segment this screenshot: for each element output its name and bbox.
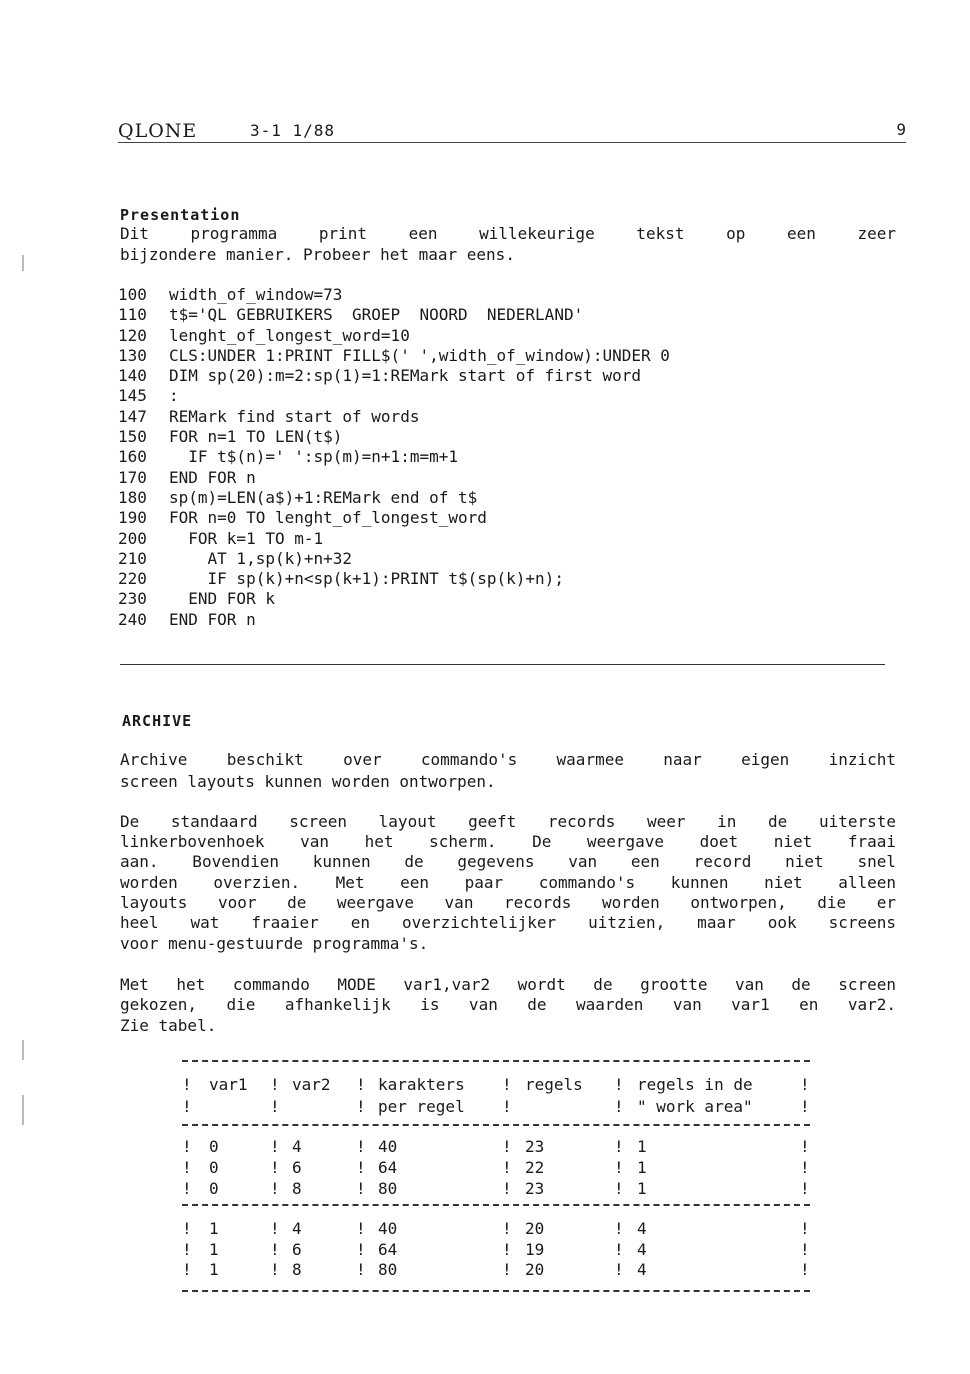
archive-p1-line: Archive beschikt over commando's waarmee naar eigen inzicht: [120, 750, 896, 769]
table-sep: !: [800, 1137, 810, 1156]
line-number: 240: [118, 609, 147, 629]
table-cell-var2: 6: [292, 1240, 302, 1259]
code-text: END FOR n: [169, 467, 256, 487]
table-cell-regels: 19: [525, 1240, 545, 1259]
table-sep: !: [182, 1097, 192, 1116]
table-cell-regels: 20: [525, 1219, 545, 1238]
table-sep: !: [356, 1097, 366, 1116]
table-sep: !: [502, 1260, 512, 1279]
line-number: 100: [118, 285, 147, 304]
code-line: [118, 508, 670, 528]
archive-p3-line: gekozen, die afhankelijk is van de waarden van var1 en var2.: [120, 995, 896, 1014]
archive-p2-line: worden overzien. Met een paar commando's kunnen niet alleen: [120, 873, 896, 892]
archive-p2-line: heel wat fraaier en overzichtelijker uitzien, maar ook screens: [120, 913, 896, 932]
code-text: REMark find start of words: [169, 406, 420, 426]
table-sep: !: [502, 1219, 512, 1238]
code-text: END FOR n: [169, 609, 256, 629]
header-chars-line-1: karakters: [378, 1075, 465, 1094]
table-cell-var1: 0: [209, 1137, 219, 1156]
presentation-intro-line-2: bijzondere manier. Probeer het maar eens.: [120, 245, 515, 264]
line-number: 147: [118, 406, 147, 426]
code-line: [118, 569, 670, 589]
code-text: CLS:UNDER 1:PRINT FILL$(' ',width_of_window):UNDER 0: [169, 345, 670, 365]
archive-p3-line: Met het commando MODE var1,var2 wordt de grootte van de screen: [120, 975, 896, 994]
line-number: 170: [118, 467, 147, 487]
code-line: [118, 386, 670, 406]
table-sep: !: [356, 1158, 366, 1177]
line-number: 160: [118, 447, 147, 467]
line-number: 220: [118, 569, 147, 589]
code-text: width_of_window=73: [169, 285, 343, 304]
table-cell-regels: 23: [525, 1137, 545, 1156]
table-cell-chars: 64: [378, 1158, 398, 1177]
code-text: END FOR k: [169, 589, 275, 609]
table-sep: !: [270, 1097, 280, 1116]
table-sep: !: [502, 1158, 512, 1177]
table-cell-chars: 64: [378, 1240, 398, 1259]
table-cell-var1: 1: [209, 1260, 219, 1279]
table-cell-var1: 1: [209, 1219, 219, 1238]
table-sep: !: [614, 1260, 624, 1279]
archive-p1-line: screen layouts kunnen worden ontworpen.: [120, 772, 496, 791]
header-rows: regels: [525, 1075, 583, 1094]
presentation-title: Presentation: [120, 206, 241, 224]
table-sep: !: [270, 1260, 280, 1279]
line-number: 230: [118, 589, 147, 609]
table-sep: !: [614, 1097, 624, 1116]
table-sep: !: [182, 1137, 192, 1156]
table-sep: !: [356, 1219, 366, 1238]
line-number: 190: [118, 508, 147, 528]
table-sep: !: [502, 1179, 512, 1198]
line-number: 130: [118, 345, 147, 365]
table-sep: !: [614, 1137, 624, 1156]
magazine-title: QLONE: [118, 120, 198, 142]
scan-mark: [22, 1095, 24, 1125]
table-cell-chars: 80: [378, 1179, 398, 1198]
table-sep: !: [800, 1179, 810, 1198]
line-number: 180: [118, 487, 147, 507]
line-number: 145: [118, 386, 147, 406]
table-sep: !: [800, 1219, 810, 1238]
page-number: 9: [896, 120, 906, 139]
table-sep: !: [614, 1179, 624, 1198]
table-cell-var1: 1: [209, 1240, 219, 1259]
archive-p2-line: linkerbovenhoek van het scherm. De weergave doet niet fraai: [120, 832, 896, 851]
archive-p3-line: Zie tabel.: [120, 1016, 217, 1035]
table-cell-work: 1: [637, 1137, 647, 1156]
table-cell-var2: 8: [292, 1260, 302, 1279]
code-line: [118, 427, 670, 447]
table-cell-regels: 22: [525, 1158, 545, 1177]
line-number: 150: [118, 427, 147, 447]
header-chars-line-2: per regel: [378, 1097, 465, 1116]
table-border-header: [182, 1124, 810, 1126]
table-border-group: [182, 1204, 810, 1206]
table-cell-work: 4: [637, 1240, 647, 1259]
table-sep: !: [800, 1097, 810, 1116]
code-text: t$='QL GEBRUIKERS GROEP NOORD NEDERLAND': [169, 305, 584, 325]
table-cell-chars: 40: [378, 1219, 398, 1238]
table-cell-var2: 8: [292, 1179, 302, 1198]
table-sep: !: [182, 1158, 192, 1177]
table-cell-regels: 20: [525, 1260, 545, 1279]
table-cell-work: 4: [637, 1219, 647, 1238]
table-sep: !: [614, 1240, 624, 1259]
scan-mark: [22, 255, 24, 271]
table-sep: !: [270, 1219, 280, 1238]
header-var1: var1: [209, 1075, 248, 1094]
table-sep: !: [502, 1097, 512, 1116]
table-sep: !: [800, 1240, 810, 1259]
header-work-line-2: " work area": [637, 1097, 753, 1116]
archive-p2-line: layouts voor de weergave van records worden ontworpen, die er: [120, 893, 896, 912]
table-cell-var2: 4: [292, 1219, 302, 1238]
table-sep: !: [356, 1137, 366, 1156]
line-number: 200: [118, 528, 147, 548]
table-sep: !: [356, 1260, 366, 1279]
line-number: 210: [118, 548, 147, 568]
archive-title: ARCHIVE: [122, 712, 193, 730]
table-sep: !: [182, 1240, 192, 1259]
table-sep: !: [800, 1075, 810, 1094]
code-line: [118, 366, 670, 386]
table-cell-regels: 23: [525, 1179, 545, 1198]
table-sep: !: [502, 1240, 512, 1259]
table-sep: !: [614, 1075, 624, 1094]
table-sep: !: [614, 1158, 624, 1177]
table-cell-chars: 40: [378, 1137, 398, 1156]
code-line: [118, 589, 670, 609]
table-sep: !: [270, 1158, 280, 1177]
code-line: [118, 346, 670, 366]
table-sep: !: [182, 1179, 192, 1198]
table-cell-work: 1: [637, 1179, 647, 1198]
code-line: [118, 285, 670, 305]
archive-p2-line: De standaard screen layout geeft records weer in de uiterste: [120, 812, 896, 831]
scan-mark: [22, 1040, 24, 1060]
line-number: 110: [118, 305, 147, 325]
code-text: DIM sp(20):m=2:sp(1)=1:REMark start of first word: [169, 366, 642, 386]
archive-p2-line: voor menu-gestuurde programma's.: [120, 934, 429, 953]
table-sep: !: [356, 1240, 366, 1259]
code-text: AT 1,sp(k)+n+32: [169, 548, 353, 568]
code-line: [118, 326, 670, 346]
code-text: :: [169, 386, 179, 406]
table-sep: !: [614, 1219, 624, 1238]
code-text: lenght_of_longest_word=10: [169, 325, 410, 345]
table-sep: !: [800, 1158, 810, 1177]
code-line: [118, 407, 670, 427]
code-line: [118, 549, 670, 569]
code-text: IF t$(n)=' ':sp(m)=n+1:m=m+1: [169, 447, 458, 467]
code-text: sp(m)=LEN(a$)+1:REMark end of t$: [169, 487, 478, 507]
code-text: FOR n=1 TO LEN(t$): [169, 427, 343, 447]
header-var2: var2: [292, 1075, 331, 1094]
table-sep: !: [502, 1075, 512, 1094]
table-sep: !: [270, 1137, 280, 1156]
code-line: [118, 305, 670, 325]
table-sep: !: [270, 1240, 280, 1259]
table-sep: !: [800, 1260, 810, 1279]
table-sep: !: [356, 1075, 366, 1094]
table-cell-work: 1: [637, 1158, 647, 1177]
table-sep: !: [502, 1137, 512, 1156]
presentation-intro-line-1: Dit programma print een willekeurige tekst op een zeer: [120, 224, 896, 243]
table-border-top: [182, 1060, 810, 1062]
code-text: FOR n=0 TO lenght_of_longest_word: [169, 508, 487, 528]
archive-p2-line: aan. Bovendien kunnen de gegevens van een record niet snel: [120, 852, 896, 871]
table-cell-var1: 0: [209, 1158, 219, 1177]
table-sep: !: [356, 1179, 366, 1198]
code-line: [118, 529, 670, 549]
code-line: [118, 447, 670, 467]
table-cell-var2: 4: [292, 1137, 302, 1156]
table-cell-var1: 0: [209, 1179, 219, 1198]
table-cell-var2: 6: [292, 1158, 302, 1177]
code-line: [118, 468, 670, 488]
header-work-line-1: regels in de: [637, 1075, 753, 1094]
table-cell-work: 4: [637, 1260, 647, 1279]
section-divider: [120, 664, 885, 665]
page-header: [118, 120, 906, 143]
table-border-bottom: [182, 1290, 810, 1292]
code-line: [118, 610, 670, 630]
table-sep: !: [182, 1260, 192, 1279]
code-listing: [118, 285, 670, 630]
code-text: IF sp(k)+n<sp(k+1):PRINT t$(sp(k)+n);: [169, 569, 564, 589]
table-sep: !: [182, 1219, 192, 1238]
table-sep: !: [182, 1075, 192, 1094]
table-cell-chars: 80: [378, 1260, 398, 1279]
issue-number: 3-1 1/88: [250, 121, 336, 140]
table-sep: !: [270, 1075, 280, 1094]
code-line: [118, 488, 670, 508]
table-sep: !: [270, 1179, 280, 1198]
line-number: 120: [118, 325, 147, 345]
code-text: FOR k=1 TO m-1: [169, 528, 324, 548]
line-number: 140: [118, 366, 147, 386]
